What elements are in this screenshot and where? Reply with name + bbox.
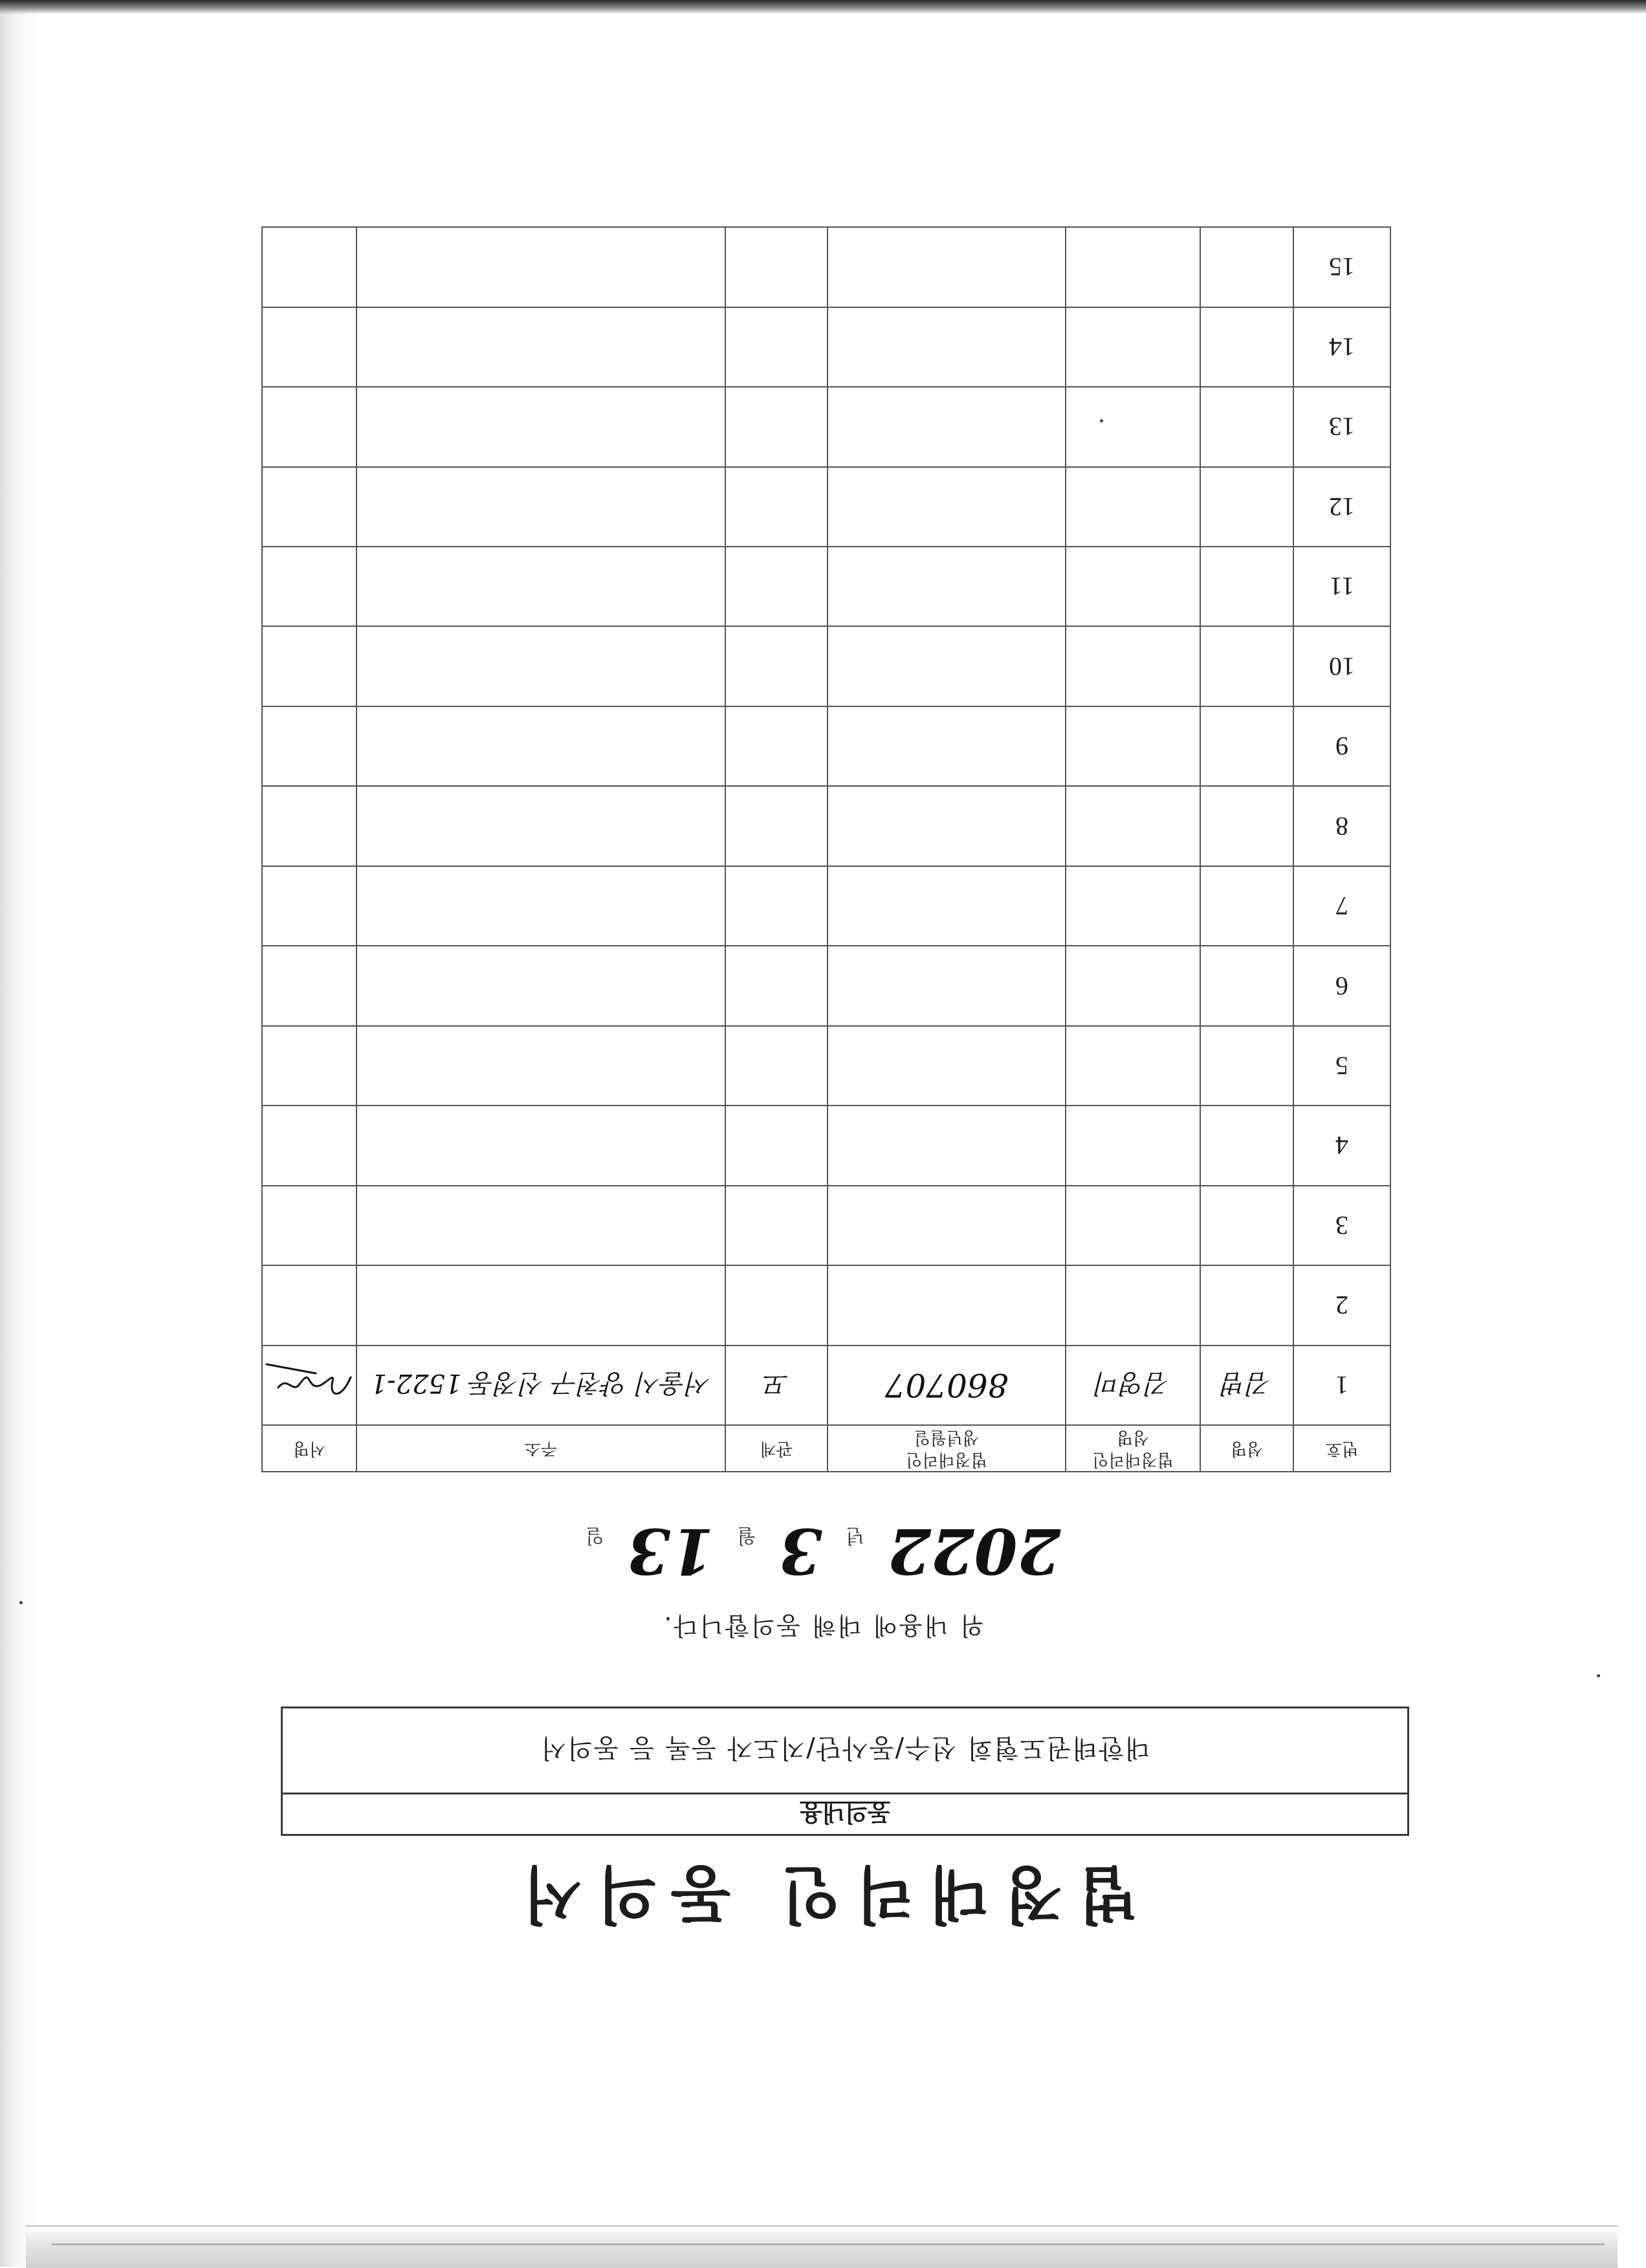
row-guardian-birth (828, 467, 1066, 547)
consent-body: 대한태권도협회 선수/동사단/지도자 등록 등 동의서 (540, 1733, 1150, 1763)
row-address (357, 467, 725, 547)
table-row (262, 1346, 1390, 1425)
row-number: 8 (1293, 786, 1390, 866)
row-signature (262, 547, 357, 626)
row-address (357, 387, 725, 466)
date-year-unit: 년 (846, 1524, 865, 1547)
header-guardian-name-line1: 법정대리인 (1092, 1450, 1174, 1469)
row-relation (725, 866, 828, 946)
row-guardian-name (1066, 1265, 1200, 1345)
header-guardian-birth-line2: 생년월일 (914, 1428, 980, 1447)
row-number: 10 (1293, 626, 1390, 706)
row-name (1200, 1106, 1293, 1185)
row-relation (725, 547, 828, 626)
row-name (1200, 946, 1293, 1025)
row-number: 3 (1293, 1186, 1390, 1265)
row-guardian-birth (828, 1106, 1066, 1185)
row-guardian-birth (828, 1265, 1066, 1345)
row-guardian-birth (828, 946, 1066, 1025)
row-address (357, 547, 725, 626)
table-row (262, 1265, 1390, 1345)
row-number: 6 (1293, 946, 1390, 1025)
row-guardian-name (1066, 1186, 1200, 1265)
table-header-row (262, 1425, 1390, 1472)
row-signature (262, 626, 357, 706)
row-address (357, 706, 725, 786)
row-guardian-name (1066, 307, 1200, 387)
header-guardian-name-line2: 성명 (1116, 1428, 1150, 1447)
header-signature: 서명 (262, 1425, 357, 1472)
consent-header: 동의내용 (283, 1793, 1407, 1834)
row-guardian-name (1066, 387, 1200, 466)
row-signature (262, 467, 357, 547)
row-guardian-name (1066, 706, 1200, 786)
row-relation (725, 706, 828, 786)
row-number: 1 (1293, 1346, 1390, 1425)
row-guardian-birth (828, 626, 1066, 706)
row-guardian-birth (828, 307, 1066, 387)
scan-speck (19, 1601, 23, 1604)
date-line (0, 1510, 1646, 1587)
row-address (357, 1265, 725, 1345)
row-address (357, 626, 725, 706)
row-guardian-name (1066, 866, 1200, 946)
row-guardian-birth (828, 227, 1066, 307)
table-row (262, 706, 1390, 786)
row-guardian-name (1066, 1106, 1200, 1185)
row-signature (262, 307, 357, 387)
row-signature (262, 227, 357, 307)
date-month: 3 (779, 1514, 823, 1587)
row-guardian-name (1066, 467, 1200, 547)
row-number: 4 (1293, 1106, 1390, 1185)
row-signature (262, 786, 357, 866)
scan-bottom-edge (26, 2225, 1618, 2268)
table-row (262, 547, 1390, 626)
row-signature (262, 866, 357, 946)
row-relation (725, 467, 828, 547)
row-guardian-name: 김영미 (1066, 1346, 1200, 1425)
row-guardian-birth (828, 547, 1066, 626)
row-guardian-birth (828, 786, 1066, 866)
row-relation (725, 227, 828, 307)
row-name (1200, 1265, 1293, 1345)
row-name (1200, 1186, 1293, 1265)
table-row (262, 1026, 1390, 1106)
row-guardian-name (1066, 1026, 1200, 1106)
table-row (262, 1186, 1390, 1265)
row-signature (262, 946, 357, 1025)
row-guardian-birth (828, 706, 1066, 786)
row-relation (725, 307, 828, 387)
header-guardian-birth-line1: 법정대리인 (906, 1450, 987, 1469)
consent-box (281, 1706, 1409, 1836)
row-name (1200, 626, 1293, 706)
table-row (262, 387, 1390, 466)
row-signature (262, 1265, 357, 1345)
row-relation (725, 1026, 828, 1106)
row-number: 5 (1293, 1026, 1390, 1106)
row-name: 김범 (1200, 1346, 1293, 1425)
row-signature (262, 387, 357, 466)
row-signature (262, 706, 357, 786)
row-signature (262, 1106, 357, 1185)
row-relation (725, 1106, 828, 1185)
row-address (357, 1106, 725, 1185)
row-guardian-birth (828, 1186, 1066, 1265)
scan-bottom-edge-line (52, 2243, 1605, 2245)
header-guardian-name (1066, 1425, 1200, 1472)
date-day-unit: 일 (585, 1524, 604, 1547)
row-address (357, 307, 725, 387)
header-no: 번호 (1293, 1425, 1390, 1472)
row-signature (262, 1346, 357, 1425)
row-signature (262, 1186, 357, 1265)
row-address: 서울시 양천구 신정동 1522-1 (357, 1346, 725, 1425)
row-guardian-birth (828, 866, 1066, 946)
row-number: 7 (1293, 866, 1390, 946)
row-number: 15 (1293, 227, 1390, 307)
row-address (357, 1026, 725, 1106)
row-number: 13 (1293, 387, 1390, 466)
guardian-table (261, 226, 1391, 1472)
row-signature (262, 1026, 357, 1106)
row-number: 12 (1293, 467, 1390, 547)
table-row (262, 1106, 1390, 1185)
row-guardian-name (1066, 946, 1200, 1025)
header-name: 성명 (1200, 1425, 1293, 1472)
date-day: 13 (627, 1514, 714, 1587)
table-row (262, 307, 1390, 387)
row-relation (725, 1186, 828, 1265)
table-row (262, 866, 1390, 946)
handwritten-signature-icon (264, 1359, 355, 1411)
scan-speck (1597, 1674, 1600, 1677)
row-number: 9 (1293, 706, 1390, 786)
row-guardian-name (1066, 227, 1200, 307)
row-guardian-name (1066, 626, 1200, 706)
row-guardian-name (1066, 547, 1200, 626)
row-number: 11 (1293, 547, 1390, 626)
date-year: 2022 (888, 1514, 1061, 1587)
row-relation (725, 786, 828, 866)
scan-speck (1100, 419, 1103, 422)
row-guardian-birth (828, 1026, 1066, 1106)
row-address (357, 1186, 725, 1265)
row-name (1200, 706, 1293, 786)
row-address (357, 227, 725, 307)
row-name (1200, 307, 1293, 387)
row-relation (725, 1265, 828, 1345)
row-address (357, 786, 725, 866)
header-guardian-birth (828, 1425, 1066, 1472)
row-number: 2 (1293, 1265, 1390, 1345)
header-relation: 관계 (725, 1425, 828, 1472)
row-name (1200, 547, 1293, 626)
agreement-text: 위 내용에 대해 동의합니다. (662, 1611, 984, 1640)
row-guardian-birth (828, 387, 1066, 466)
row-relation (725, 387, 828, 466)
document-title: 법정대리인 동의서 (508, 1858, 1138, 1930)
row-name (1200, 786, 1293, 866)
row-name (1200, 227, 1293, 307)
row-relation (725, 626, 828, 706)
table-row (262, 626, 1390, 706)
row-name (1200, 866, 1293, 946)
row-name (1200, 1026, 1293, 1106)
header-address: 주소 (357, 1425, 725, 1472)
row-relation: 모 (725, 1346, 828, 1425)
table-row (262, 786, 1390, 866)
row-guardian-name (1066, 786, 1200, 866)
row-address (357, 946, 725, 1025)
row-address (357, 866, 725, 946)
row-name (1200, 387, 1293, 466)
table-row (262, 467, 1390, 547)
row-name (1200, 467, 1293, 547)
table-row (262, 946, 1390, 1025)
date-month-unit: 월 (737, 1524, 756, 1547)
row-number: 14 (1293, 307, 1390, 387)
row-relation (725, 946, 828, 1025)
row-guardian-birth: 860707 (828, 1346, 1066, 1425)
table-row (262, 227, 1390, 307)
